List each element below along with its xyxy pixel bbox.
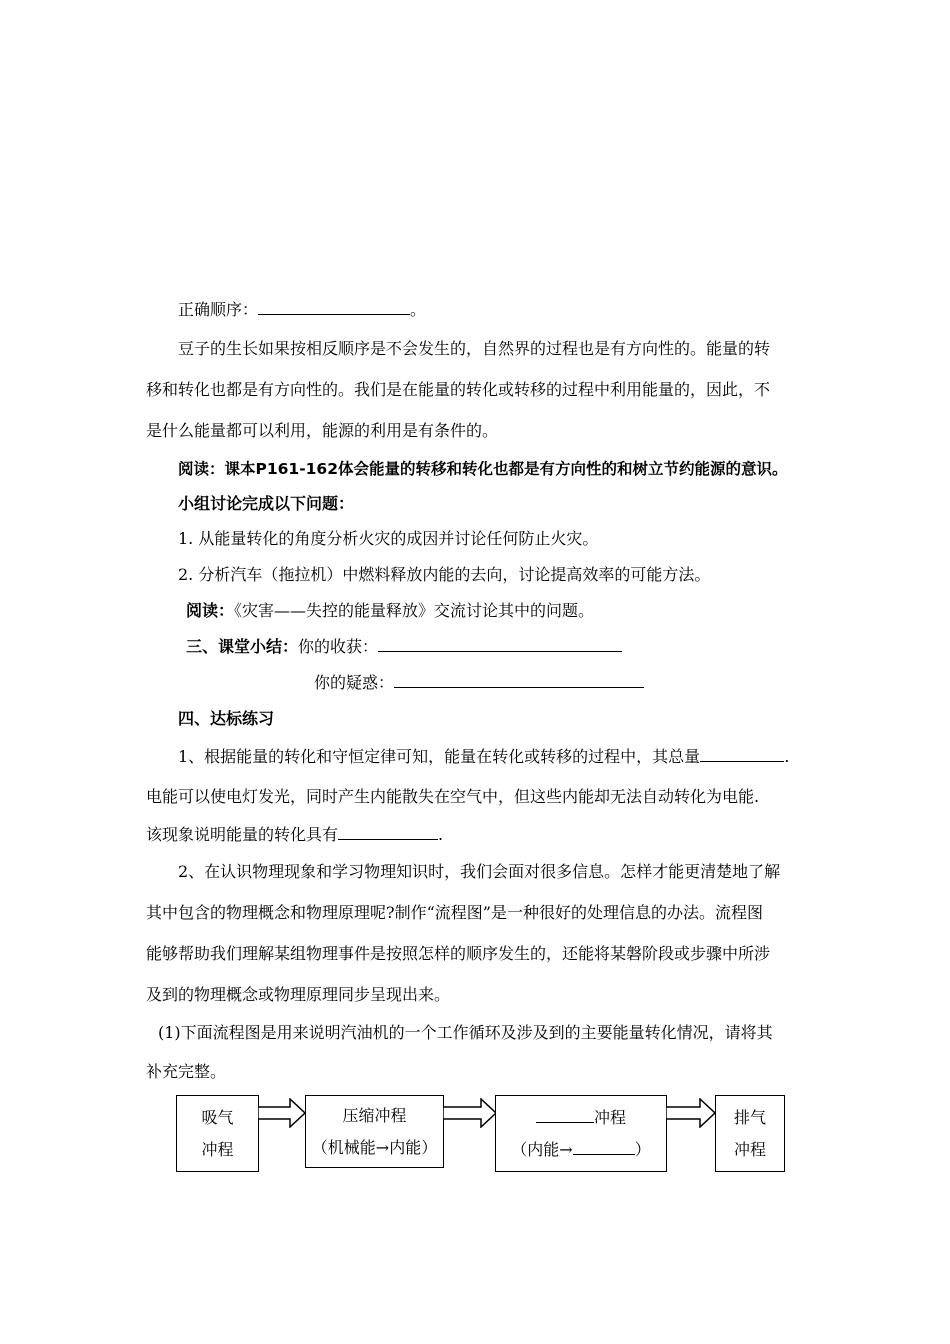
power-stroke-blank[interactable] xyxy=(536,1108,594,1123)
arrow-3-icon xyxy=(666,1098,716,1128)
exhaust-line1: 排气 xyxy=(733,1108,766,1127)
group-title: 小组讨论完成以下问题： xyxy=(178,494,355,513)
q1-end: . xyxy=(784,747,790,766)
doubt-blank[interactable] xyxy=(394,673,644,688)
flow-box-intake xyxy=(176,1095,259,1172)
practice-sub1-line2: 补充完整。 xyxy=(146,1062,227,1081)
read2-text: 《灾害——失控的能量释放》交流讨论其中的问题。 xyxy=(234,601,595,620)
practice-q1-line3 xyxy=(146,825,443,845)
power-energy-blank[interactable] xyxy=(573,1140,635,1155)
practice-q2-line4: 及到的物理概念或物理原理同步呈现出来。 xyxy=(146,985,451,1004)
practice-q2-line2: 其中包含的物理概念和物理原理呢?制作“流程图”是一种很好的处理信息的办法。流程图 xyxy=(146,903,763,922)
para1-line1: 豆子的生长如果按相反顺序是不会发生的，自然界的过程也是有方向性的。能量的转 xyxy=(178,339,771,358)
power-stroke-label: 冲程 xyxy=(593,1108,626,1127)
practice-q1-line1 xyxy=(178,747,789,767)
gain-blank[interactable] xyxy=(378,637,622,652)
flow-box-power xyxy=(495,1095,667,1172)
group-q1: 1. 从能量转化的角度分析火灾的成因并讨论任何防止火灾。 xyxy=(178,529,599,548)
order-line xyxy=(178,300,426,320)
power-energy-end: ） xyxy=(634,1140,651,1159)
intake-line2: 冲程 xyxy=(201,1140,234,1159)
practice-q2-line1: 2、在认识物理现象和学习物理知识时，我们会面对很多信息。怎样才能更清楚地了解 xyxy=(178,862,781,881)
order-label: 正确顺序： xyxy=(178,300,259,319)
power-line2 xyxy=(496,1134,666,1166)
flow-box-exhaust xyxy=(715,1095,785,1172)
intake-line1: 吸气 xyxy=(201,1108,234,1127)
summary-doubt xyxy=(314,673,644,693)
arrow-1-icon xyxy=(258,1098,306,1128)
q1-blank1[interactable] xyxy=(700,747,784,762)
para1-line3: 是什么能量都可以利用，能源的利用是有条件的。 xyxy=(146,421,499,440)
practice-q1-line2: 电能可以使电灯发光，同时产生内能散失在空气中，但这些内能却无法自动转化为电能. xyxy=(146,787,760,806)
q1-line3-end: . xyxy=(438,825,444,844)
order-end: 。 xyxy=(410,300,427,319)
compression-line2: （机械能→内能） xyxy=(311,1138,438,1157)
practice-title: 四、达标练习 xyxy=(178,709,275,728)
summary-doubt-label: 你的疑惑： xyxy=(314,673,395,692)
practice-sub1-line1: (1)下面流程图是用来说明汽油机的一个工作循环及涉及到的主要能量转化情况，请将其 xyxy=(158,1023,773,1042)
para1-line2: 移和转化也都是有方向性的。我们是在能量的转化或转移的过程中利用能量的，因此，不 xyxy=(146,380,771,399)
q1-line3-text: 该现象说明能量的转化具有 xyxy=(146,825,339,844)
arrow-2-icon xyxy=(443,1098,497,1128)
read2 xyxy=(186,601,594,621)
power-line1 xyxy=(496,1102,666,1134)
group-q2: 2. 分析汽车（拖拉机）中燃料释放内能的去向，讨论提高效率的可能方法。 xyxy=(178,565,711,584)
flow-box-compression xyxy=(305,1095,444,1168)
exhaust-line2: 冲程 xyxy=(733,1140,766,1159)
q1-text: 1、根据能量的转化和守恒定律可知，能量在转化或转移的过程中，其总量 xyxy=(178,747,701,766)
power-energy-label: （内能→ xyxy=(511,1140,573,1159)
order-blank[interactable] xyxy=(258,300,410,315)
summary-gain xyxy=(186,637,622,657)
summary-gain-label: 你的收获： xyxy=(298,637,379,656)
compression-line1: 压缩冲程 xyxy=(342,1106,407,1125)
q1-blank2[interactable] xyxy=(338,825,438,840)
read1: 阅读：课本P161-162体会能量的转移和转化也都是有方向性的和树立节约能源的意识。 xyxy=(178,460,788,478)
practice-q2-line3: 能够帮助我们理解某组物理事件是按照怎样的顺序发生的，还能将某磐阶段或步骤中所涉 xyxy=(146,944,771,963)
read2-label: 阅读： xyxy=(186,601,235,620)
summary-title: 三、课堂小结： xyxy=(186,637,299,656)
